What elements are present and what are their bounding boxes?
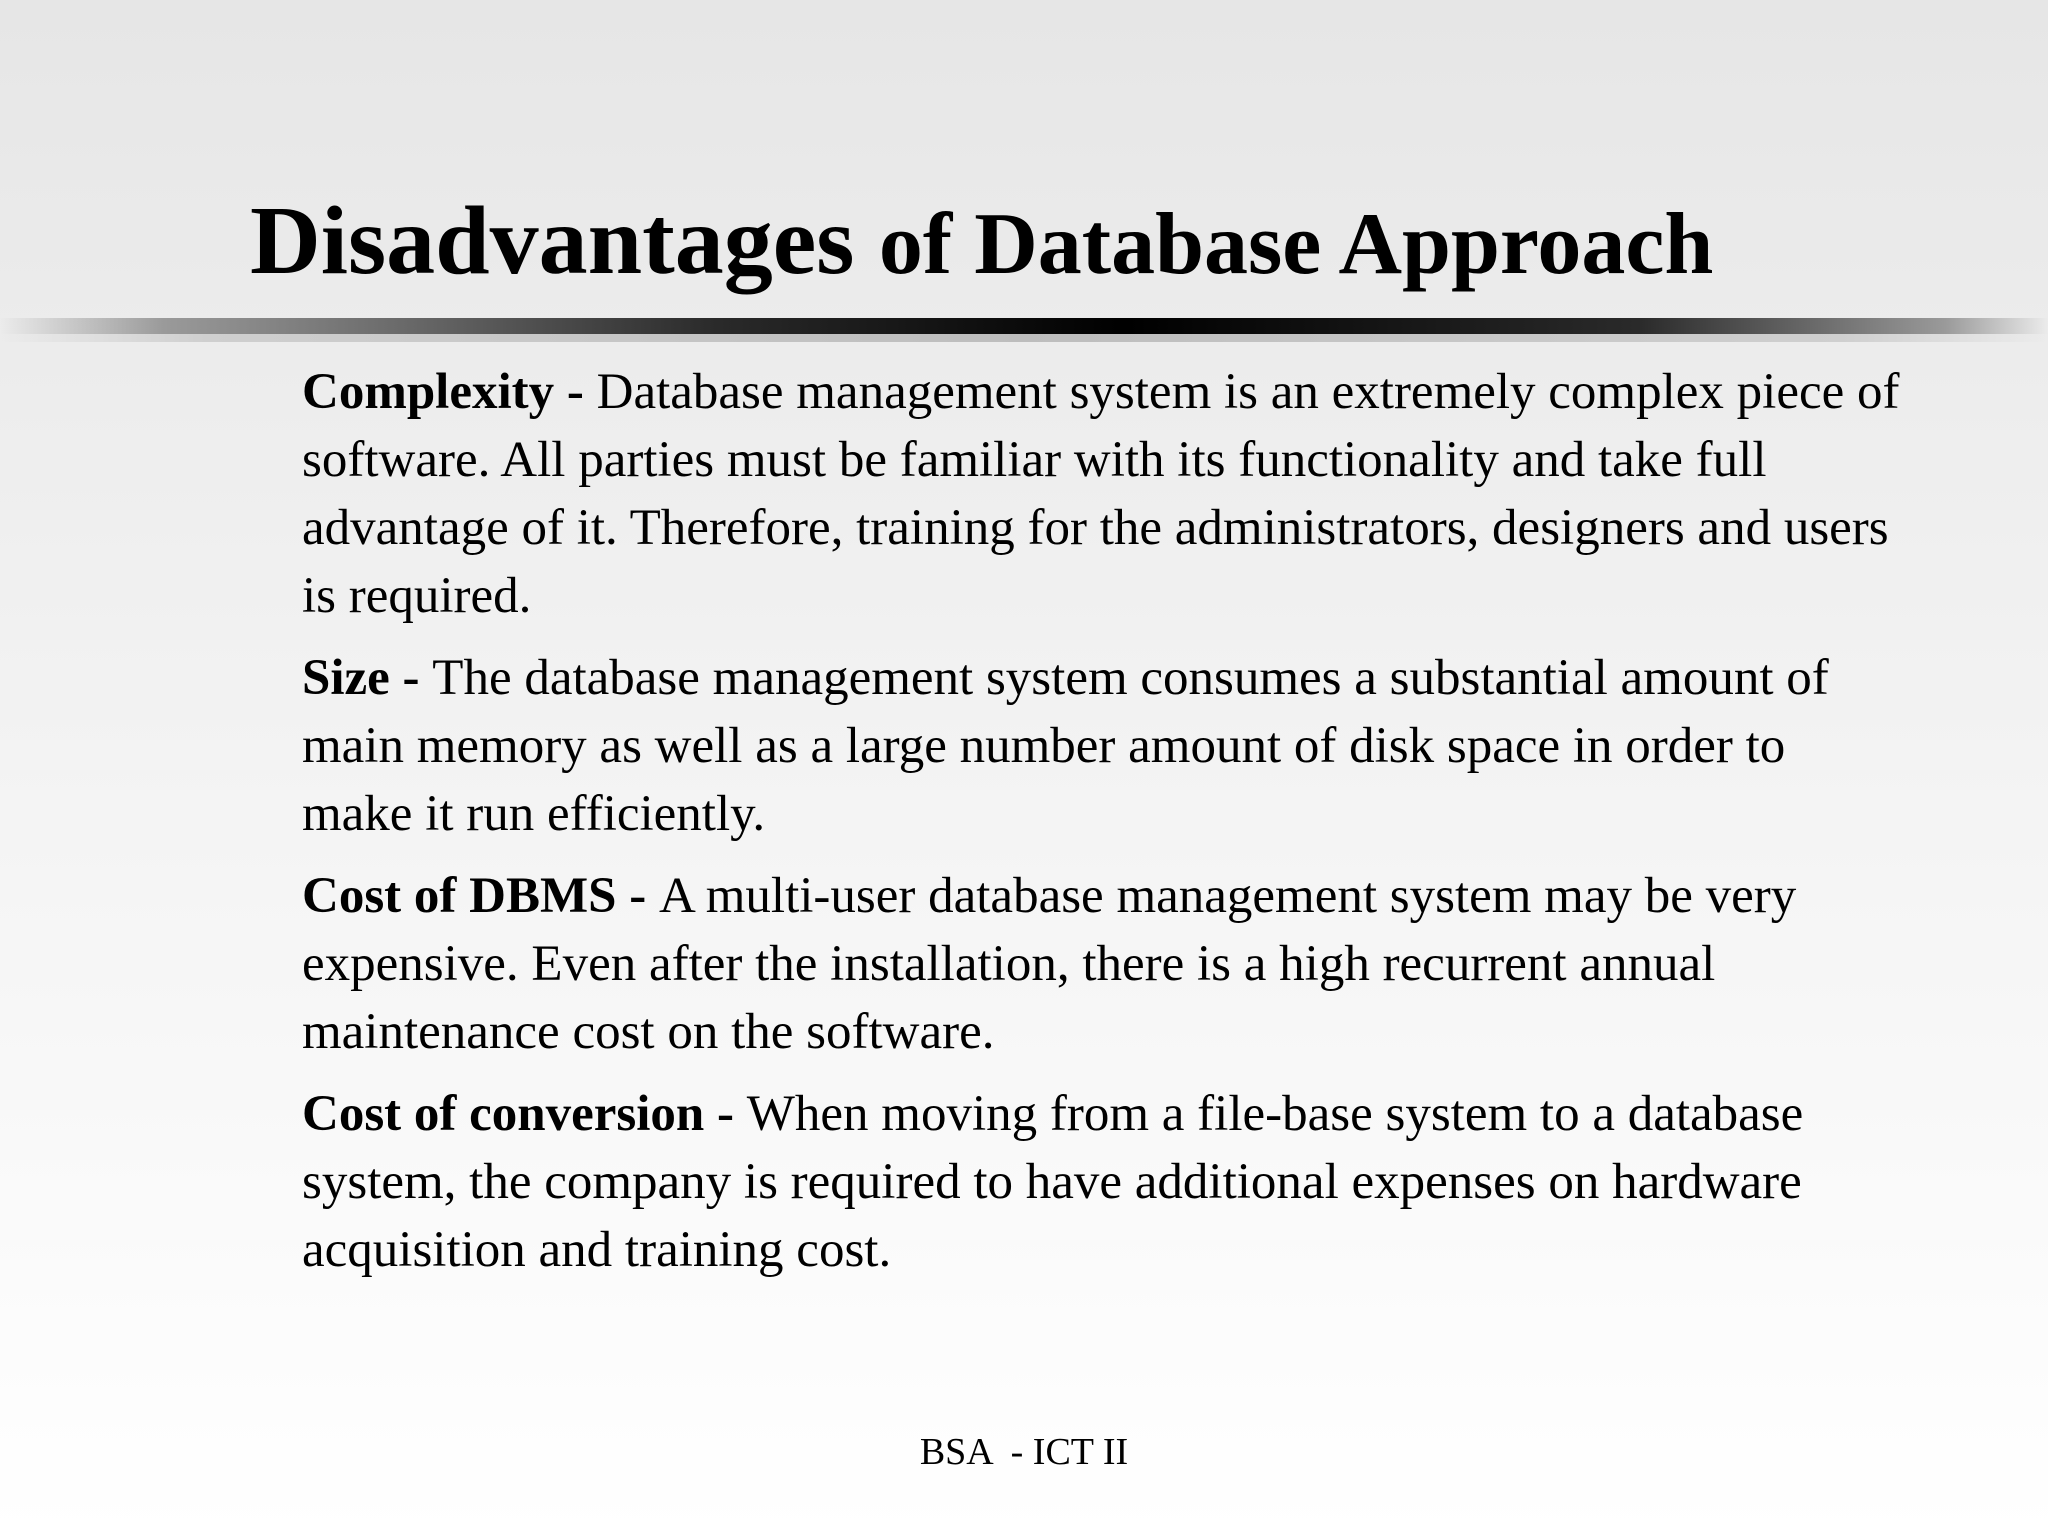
- divider-dark-line: [0, 318, 2048, 334]
- term-cost-of-conversion: Cost of conversion -: [302, 1086, 747, 1142]
- term-size: Size -: [302, 650, 433, 706]
- slide-title-part1: Disadvantages: [250, 187, 879, 295]
- slide-title: [250, 188, 1950, 296]
- disadvantage-size: [302, 644, 1902, 848]
- disadvantage-cost-of-conversion: [302, 1080, 1902, 1284]
- desc-cost-of-conversion: When moving from a file-base system to a database system, the company is required to have additional expenses on hardware acquisition and training cost.: [302, 1086, 1804, 1278]
- term-complexity: Complexity -: [302, 364, 597, 420]
- disadvantage-cost-of-dbms: [302, 862, 1902, 1066]
- slide-title-part2: of Database Approach: [878, 196, 1714, 293]
- desc-cost-of-dbms: A multi-user database management system may be very expensive. Even after the installation, there is a high recurrent annual maintenance cost on the software.: [302, 868, 1797, 1060]
- slide-body: [302, 358, 1902, 1298]
- desc-complexity: Database management system is an extremely complex piece of software. All parties must be familiar with its functionality and take full advantage of it. Therefore, training for the administrators, designers and users is required.: [302, 364, 1900, 624]
- title-divider: [0, 318, 2048, 338]
- term-cost-of-dbms: Cost of DBMS -: [302, 868, 659, 924]
- disadvantage-complexity: [302, 358, 1902, 630]
- desc-size: The database management system consumes a substantial amount of main memory as well as a large number amount of disk space in order to make it run efficiently.: [302, 650, 1829, 842]
- divider-light-line: [0, 334, 2048, 342]
- slide-footer: BSA - ICT II: [919, 1431, 1129, 1473]
